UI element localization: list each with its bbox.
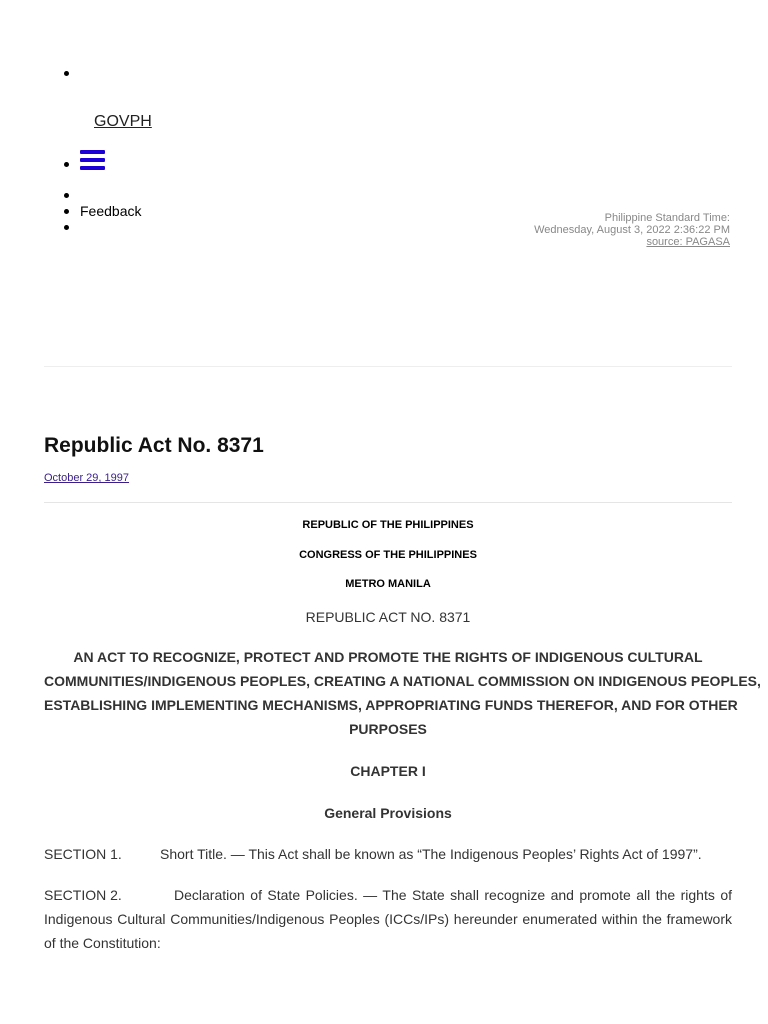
- act-number-heading: REPUBLIC ACT NO. 8371: [305, 608, 471, 625]
- govph-link[interactable]: GOVPH: [94, 113, 152, 130]
- nav-bullet: [64, 162, 69, 167]
- standard-time-widget: [534, 212, 730, 248]
- section-number: SECTION 2.: [44, 886, 122, 903]
- nav-bullet: [64, 225, 69, 230]
- section-text: Declaration of State Policies. — The State shall recognize and promote all the rights of Indigenous Cultural Communities/Indigenous Peoples (ICCs/IPs) hereunder enumerated within the framework of the Constitution:: [44, 886, 732, 951]
- act-title-line: AN ACT TO RECOGNIZE, PROTECT AND PROMOTE THE RIGHTS OF INDIGENOUS CULTURAL: [73, 648, 703, 665]
- article-body: [44, 516, 761, 955]
- section-text: Short Title. — This Act shall be known as “The Indigenous Peoples’ Rights Act of 1997”.: [160, 845, 702, 862]
- divider: [44, 366, 732, 367]
- menu-toggle-button[interactable]: [80, 150, 106, 170]
- pst-source-link[interactable]: source: PAGASA: [646, 236, 730, 248]
- nav-bullet: [64, 209, 69, 214]
- feedback-link[interactable]: Feedback: [80, 203, 142, 219]
- hamburger-menu-icon: [80, 150, 105, 170]
- chapter-heading: CHAPTER I: [350, 762, 426, 779]
- header-line: REPUBLIC OF THE PHILIPPINES: [302, 519, 474, 531]
- section-number: SECTION 1.: [44, 845, 122, 862]
- publish-date-link[interactable]: October 29, 1997: [44, 472, 130, 484]
- act-title: [44, 645, 761, 741]
- chapter-title: General Provisions: [324, 804, 452, 821]
- section-paragraph: [44, 842, 732, 866]
- act-title-line: PURPOSES: [349, 720, 427, 737]
- pst-datetime: Wednesday, August 3, 2022 2:36:22 PM: [534, 224, 730, 236]
- nav-bullet: [64, 193, 69, 198]
- nav-bullet: [64, 71, 69, 76]
- act-title-line: COMMUNITIES/INDIGENOUS PEOPLES, CREATING A NATIONAL COMMISSION ON INDIGENOUS PEOPLES,: [44, 672, 761, 689]
- section-paragraph: [44, 883, 732, 955]
- divider: [44, 502, 732, 503]
- header-line: METRO MANILA: [345, 578, 431, 590]
- header-line: CONGRESS OF THE PHILIPPINES: [299, 548, 477, 561]
- page-title: Republic Act No. 8371: [44, 434, 264, 457]
- act-title-line: ESTABLISHING IMPLEMENTING MECHANISMS, APPROPRIATING FUNDS THEREFOR, AND FOR OTHER: [44, 696, 738, 713]
- pst-label: Philippine Standard Time:: [604, 212, 730, 224]
